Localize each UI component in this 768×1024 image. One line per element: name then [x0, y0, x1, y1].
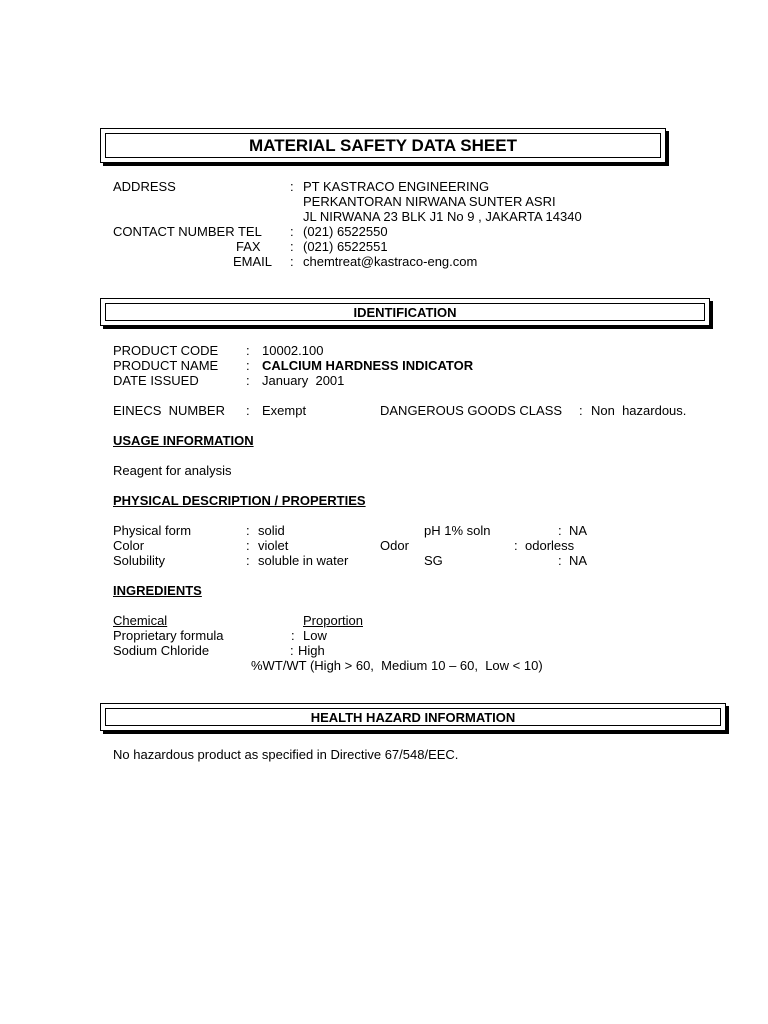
tel-colon: : [290, 224, 294, 239]
fax-colon: : [290, 239, 294, 254]
address-line-1: PT KASTRACO ENGINEERING [303, 179, 490, 194]
dangerous-colon: : [579, 403, 583, 418]
tel-value: (021) 6522550 [303, 224, 388, 239]
color-colon: : [246, 538, 250, 553]
address-line-3: JL NIRWANA 23 BLK J1 No 9 , JAKARTA 14340 [303, 209, 582, 224]
ingredient-proportion: High [298, 643, 325, 658]
ingredients-note: %WT/WT (High > 60, Medium 10 – 60, Low < 10) [251, 658, 543, 673]
dangerous-value: Non hazardous. [591, 403, 687, 418]
odor-label: Odor [380, 538, 409, 553]
sg-colon: : [558, 553, 562, 568]
product-code-value: 10002.100 [262, 343, 324, 358]
physical-heading: PHYSICAL DESCRIPTION / PROPERTIES [113, 493, 366, 508]
solubility-label: Solubility [113, 553, 166, 568]
odor-value: odorless [525, 538, 575, 553]
product-name-colon: : [246, 358, 250, 373]
email-colon: : [290, 254, 294, 269]
ingredient-chemical: Proprietary formula [113, 628, 224, 643]
date-issued-label: DATE ISSUED [113, 373, 199, 388]
sg-label: SG [424, 553, 443, 568]
einecs-colon: : [246, 403, 250, 418]
email-value: chemtreat@kastraco-eng.com [303, 254, 478, 269]
identification-box [100, 298, 710, 326]
usage-text: Reagent for analysis [113, 463, 232, 478]
ingredients-col-chemical: Chemical [113, 613, 168, 628]
ingredient-proportion: Low [303, 628, 327, 643]
color-value: violet [258, 538, 289, 553]
physical-form-label: Physical form [113, 523, 192, 538]
date-issued-colon: : [246, 373, 250, 388]
usage-heading: USAGE INFORMATION [113, 433, 254, 448]
solubility-value: soluble in water [258, 553, 349, 568]
health-text: No hazardous product as specified in Directive 67/548/EEC. [113, 747, 459, 762]
fax-label: FAX [236, 239, 261, 254]
solubility-colon: : [246, 553, 250, 568]
product-name-value: CALCIUM HARDNESS INDICATOR [262, 358, 474, 373]
ingredient-chemical: Sodium Chloride [113, 643, 210, 658]
date-issued-value: January 2001 [262, 373, 345, 388]
physical-form-value: solid [258, 523, 285, 538]
sg-value: NA [569, 553, 588, 568]
dangerous-label: DANGEROUS GOODS CLASS [380, 403, 563, 418]
fax-value: (021) 6522551 [303, 239, 388, 254]
email-label: EMAIL [233, 254, 273, 269]
odor-colon: : [514, 538, 518, 553]
health-box [100, 703, 726, 731]
product-name-label: PRODUCT NAME [113, 358, 219, 373]
product-code-label: PRODUCT CODE [113, 343, 219, 358]
ingredients-col-proportion: Proportion [303, 613, 363, 628]
physical-form-colon: : [246, 523, 250, 538]
identification-heading: IDENTIFICATION [105, 303, 705, 321]
address-colon: : [290, 179, 294, 194]
ph-label: pH 1% soln [424, 523, 491, 538]
page-title: MATERIAL SAFETY DATA SHEET [105, 133, 661, 158]
address-line-2: PERKANTORAN NIRWANA SUNTER ASRI [303, 194, 556, 209]
title-box [100, 128, 666, 163]
einecs-value: Exempt [262, 403, 307, 418]
product-code-colon: : [246, 343, 250, 358]
contact-label: CONTACT NUMBER TEL [113, 224, 262, 239]
ingredients-heading: INGREDIENTS [113, 583, 202, 598]
color-label: Color [113, 538, 145, 553]
ingredient-colon: : [291, 628, 295, 643]
ph-colon: : [558, 523, 562, 538]
ingredient-colon: : [290, 643, 294, 658]
health-heading: HEALTH HAZARD INFORMATION [105, 708, 721, 726]
address-label: ADDRESS [113, 179, 176, 194]
einecs-label: EINECS NUMBER [113, 403, 225, 418]
ph-value: NA [569, 523, 588, 538]
